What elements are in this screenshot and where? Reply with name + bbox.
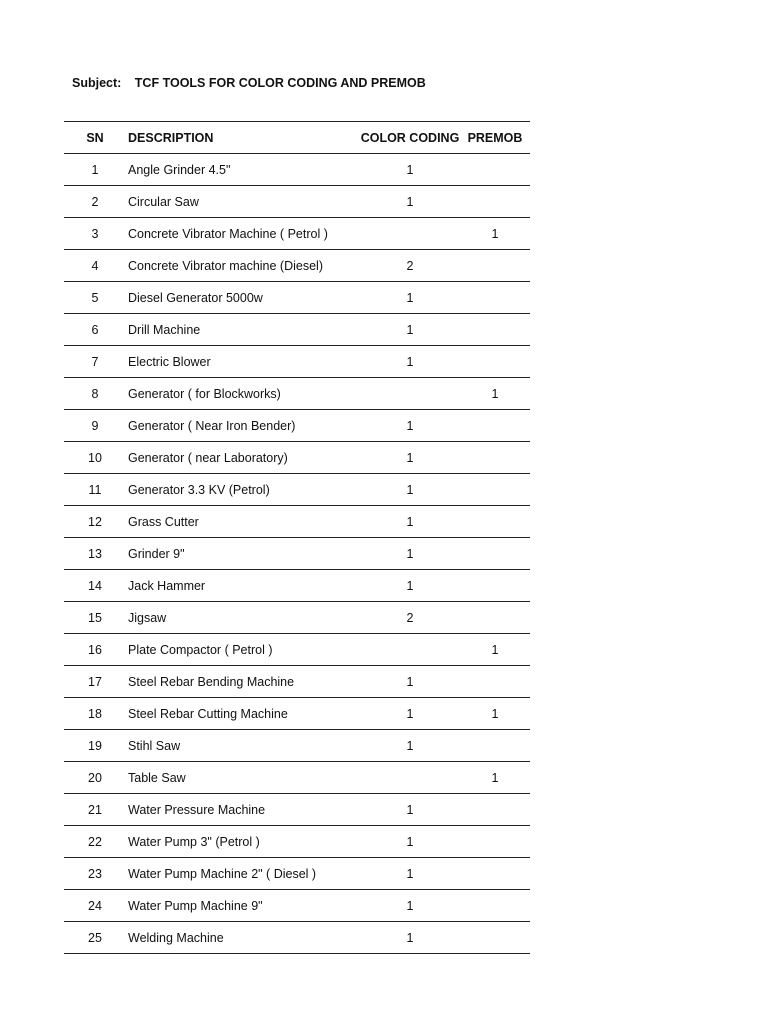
table-row (64, 410, 530, 442)
cell-sn: 7 (64, 346, 126, 378)
cell-premob: 1 (460, 698, 530, 730)
table-row (64, 186, 530, 218)
cell-description: Steel Rebar Cutting Machine (126, 698, 360, 730)
header-color-coding: COLOR CODING (360, 122, 460, 154)
table-row (64, 314, 530, 346)
cell-premob (460, 346, 530, 378)
cell-color-coding: 1 (360, 538, 460, 570)
cell-premob: 1 (460, 634, 530, 666)
cell-sn: 25 (64, 922, 126, 954)
cell-sn: 8 (64, 378, 126, 410)
cell-description: Welding Machine (126, 922, 360, 954)
cell-premob (460, 442, 530, 474)
table-row (64, 826, 530, 858)
cell-color-coding (360, 378, 460, 410)
cell-color-coding: 1 (360, 922, 460, 954)
table-row (64, 218, 530, 250)
cell-sn: 4 (64, 250, 126, 282)
table-body (64, 154, 530, 954)
table-row (64, 474, 530, 506)
cell-premob (460, 602, 530, 634)
cell-color-coding (360, 634, 460, 666)
cell-premob: 1 (460, 378, 530, 410)
cell-color-coding: 1 (360, 186, 460, 218)
table-row (64, 378, 530, 410)
subject-value: TCF TOOLS FOR COLOR CODING AND PREMOB (134, 76, 426, 90)
header-row (64, 122, 530, 154)
cell-sn: 17 (64, 666, 126, 698)
table-row (64, 506, 530, 538)
cell-premob (460, 858, 530, 890)
table-row (64, 538, 530, 570)
cell-color-coding: 1 (360, 282, 460, 314)
cell-description: Generator ( near Laboratory) (126, 442, 360, 474)
cell-description: Concrete Vibrator machine (Diesel) (126, 250, 360, 282)
cell-premob (460, 826, 530, 858)
cell-color-coding: 1 (360, 698, 460, 730)
cell-description: Diesel Generator 5000w (126, 282, 360, 314)
cell-sn: 22 (64, 826, 126, 858)
cell-description: Jigsaw (126, 602, 360, 634)
cell-color-coding: 1 (360, 474, 460, 506)
cell-description: Plate Compactor ( Petrol ) (126, 634, 360, 666)
table-row (64, 154, 530, 186)
cell-sn: 6 (64, 314, 126, 346)
cell-description: Generator ( for Blockworks) (126, 378, 360, 410)
cell-description: Angle Grinder 4.5" (126, 154, 360, 186)
cell-sn: 14 (64, 570, 126, 602)
cell-color-coding: 1 (360, 506, 460, 538)
cell-sn: 18 (64, 698, 126, 730)
cell-description: Steel Rebar Bending Machine (126, 666, 360, 698)
cell-premob (460, 506, 530, 538)
table-row (64, 698, 530, 730)
cell-color-coding: 1 (360, 154, 460, 186)
cell-description: Stihl Saw (126, 730, 360, 762)
table-row (64, 602, 530, 634)
table-row (64, 762, 530, 794)
cell-sn: 23 (64, 858, 126, 890)
cell-sn: 15 (64, 602, 126, 634)
table-row (64, 730, 530, 762)
cell-color-coding: 1 (360, 826, 460, 858)
cell-color-coding: 1 (360, 666, 460, 698)
cell-description: Jack Hammer (126, 570, 360, 602)
cell-description: Concrete Vibrator Machine ( Petrol ) (126, 218, 360, 250)
cell-color-coding (360, 762, 460, 794)
cell-premob (460, 282, 530, 314)
cell-sn: 19 (64, 730, 126, 762)
table-row (64, 890, 530, 922)
cell-premob (460, 666, 530, 698)
cell-sn: 24 (64, 890, 126, 922)
cell-description: Generator ( Near Iron Bender) (126, 410, 360, 442)
table-row (64, 666, 530, 698)
cell-premob (460, 922, 530, 954)
subject-line (72, 76, 426, 90)
cell-color-coding: 1 (360, 410, 460, 442)
cell-description: Grinder 9" (126, 538, 360, 570)
cell-sn: 9 (64, 410, 126, 442)
cell-premob (460, 410, 530, 442)
table-row (64, 346, 530, 378)
cell-sn: 5 (64, 282, 126, 314)
cell-sn: 10 (64, 442, 126, 474)
cell-premob (460, 314, 530, 346)
subject-label: Subject: (72, 76, 122, 90)
cell-description: Grass Cutter (126, 506, 360, 538)
cell-color-coding: 1 (360, 794, 460, 826)
cell-color-coding: 1 (360, 314, 460, 346)
table-row (64, 250, 530, 282)
cell-premob (460, 186, 530, 218)
cell-description: Table Saw (126, 762, 360, 794)
cell-description: Water Pump 3" (Petrol ) (126, 826, 360, 858)
cell-sn: 1 (64, 154, 126, 186)
cell-sn: 21 (64, 794, 126, 826)
table-row (64, 634, 530, 666)
cell-sn: 2 (64, 186, 126, 218)
cell-premob (460, 474, 530, 506)
cell-sn: 11 (64, 474, 126, 506)
cell-color-coding: 1 (360, 730, 460, 762)
cell-premob (460, 890, 530, 922)
cell-color-coding: 1 (360, 858, 460, 890)
cell-color-coding (360, 218, 460, 250)
cell-description: Circular Saw (126, 186, 360, 218)
cell-color-coding: 1 (360, 570, 460, 602)
cell-sn: 16 (64, 634, 126, 666)
cell-description: Water Pressure Machine (126, 794, 360, 826)
cell-color-coding: 1 (360, 890, 460, 922)
table-row (64, 922, 530, 954)
tools-table (64, 121, 530, 954)
table-row (64, 858, 530, 890)
cell-premob: 1 (460, 762, 530, 794)
cell-color-coding: 2 (360, 250, 460, 282)
cell-premob (460, 794, 530, 826)
header-sn: SN (64, 122, 126, 154)
cell-description: Water Pump Machine 9" (126, 890, 360, 922)
cell-premob (460, 730, 530, 762)
cell-premob (460, 538, 530, 570)
cell-sn: 20 (64, 762, 126, 794)
table-row (64, 442, 530, 474)
table-row (64, 282, 530, 314)
table-row (64, 570, 530, 602)
cell-sn: 13 (64, 538, 126, 570)
cell-sn: 3 (64, 218, 126, 250)
cell-description: Drill Machine (126, 314, 360, 346)
cell-color-coding: 1 (360, 442, 460, 474)
cell-color-coding: 2 (360, 602, 460, 634)
table-row (64, 794, 530, 826)
header-premob: PREMOB (460, 122, 530, 154)
cell-description: Water Pump Machine 2" ( Diesel ) (126, 858, 360, 890)
cell-sn: 12 (64, 506, 126, 538)
cell-premob (460, 570, 530, 602)
cell-premob (460, 154, 530, 186)
cell-premob: 1 (460, 218, 530, 250)
cell-premob (460, 250, 530, 282)
cell-description: Electric Blower (126, 346, 360, 378)
table-header (64, 122, 530, 154)
cell-color-coding: 1 (360, 346, 460, 378)
header-description: DESCRIPTION (126, 122, 360, 154)
cell-description: Generator 3.3 KV (Petrol) (126, 474, 360, 506)
